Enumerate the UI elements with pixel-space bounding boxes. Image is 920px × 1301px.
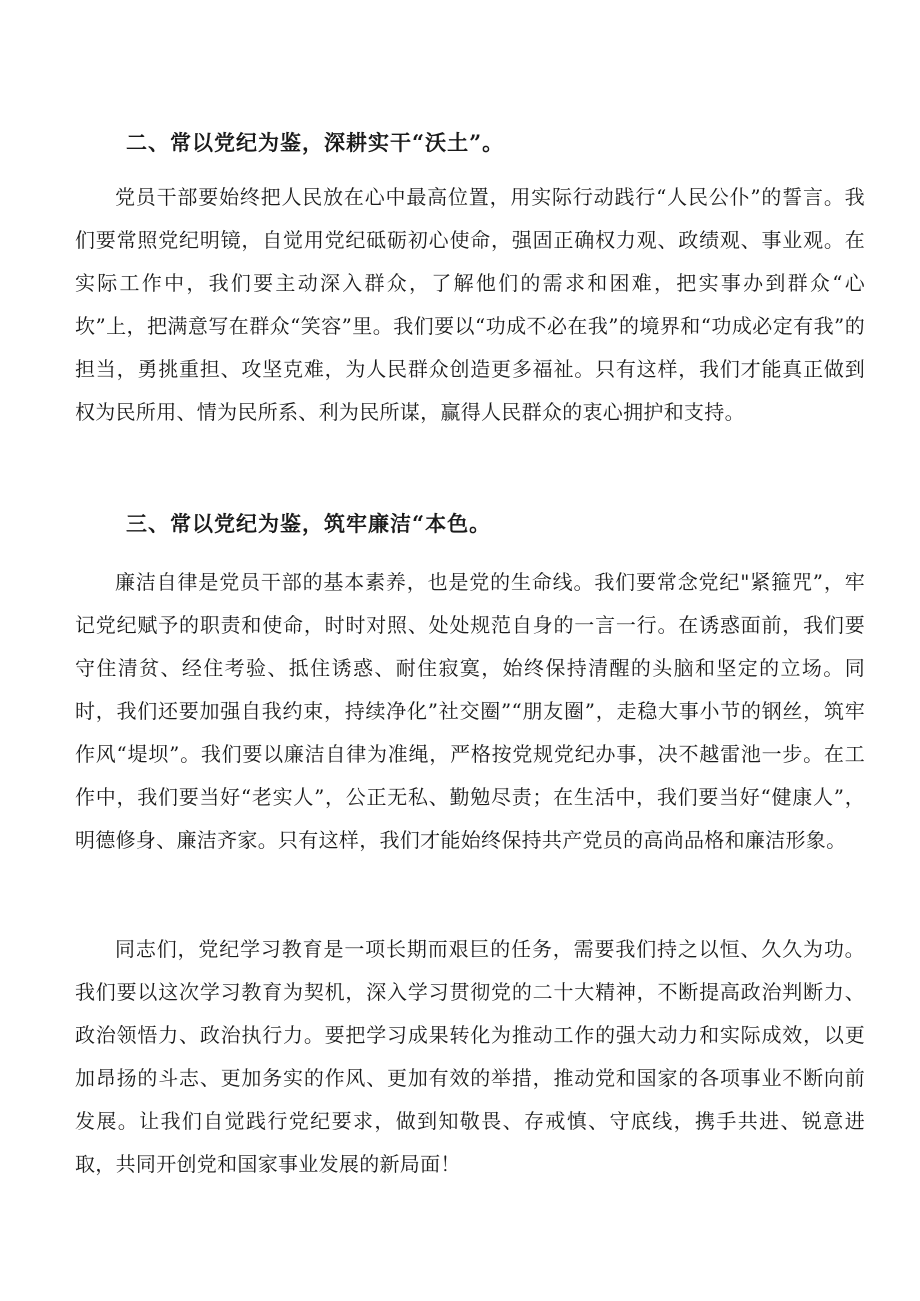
section-2-heading: 二、常以党纪为鉴，深耕实干“沃土”。 — [126, 130, 505, 155]
section-3-paragraph: 廉洁自律是党员干部的基本素养，也是党的生命线。我们要常念党纪"紧箍咒”，牢记党纪赋予的职责和使命，时时对照、处处规范自身的一言一行。在诱惑面前，我们要守住清贫、经住考验、抵住诱惑、耐住寂寞，始终保持清醒的头脑和坚定的立场。同时，我们还要加强自我约束，持续净化”社交圈”“朋友圈”，走稳大事小节的钢丝，筑牢作风“堤坝”。我们要以廉洁自律为准绳，严格按党规党纪办事，决不越雷池一步。在工作中，我们要当好“老实人”，公正无私、勤勉尽责；在生活中，我们要当好“健康人”，明德修身、廉洁齐家。只有这样，我们才能始终保持共产党员的高尚品格和廉洁形象。 — [75, 570, 865, 852]
conclusion-paragraph: 同志们，党纪学习教育是一项长期而艰巨的任务，需要我们持之以恒、久久为功。我们要以这次学习教育为契机，深入学习贯彻党的二十大精神，不断提高政治判断力、政治领悟力、政治执行力。要把学习成果转化为推动工作的强大动力和实际成效，以更加昂扬的斗志、更加务实的作风、更加有效的举措，推动党和国家的各项事业不断向前发展。让我们自觉践行党纪要求，做到知敬畏、存戒慎、守底线，携手共进、锐意进取，共同开创党和国家事业发展的新局面！ — [75, 937, 865, 1176]
section-2-paragraph: 党员干部要始终把人民放在心中最高位置，用实际行动践行“人民公仆”的誓言。我们要常照党纪明镜，自觉用党纪砥砺初心使命，强固正确权力观、政绩观、事业观。在实际工作中，我们要主动深入群众，了解他们的需求和困难，把实事办到群众“心坎”上，把满意写在群众“笑容”里。我们要以“功成不必在我”的境界和“功成必定有我”的担当，勇挑重担、攻坚克难，为人民群众创造更多福祉。只有这样，我们才能真正做到权为民所用、情为民所系、利为民所谋，赢得人民群众的衷心拥护和支持。 — [75, 185, 865, 424]
section-3-heading: 三、常以党纪为鉴，筑牢廉洁“本色。 — [126, 511, 492, 536]
